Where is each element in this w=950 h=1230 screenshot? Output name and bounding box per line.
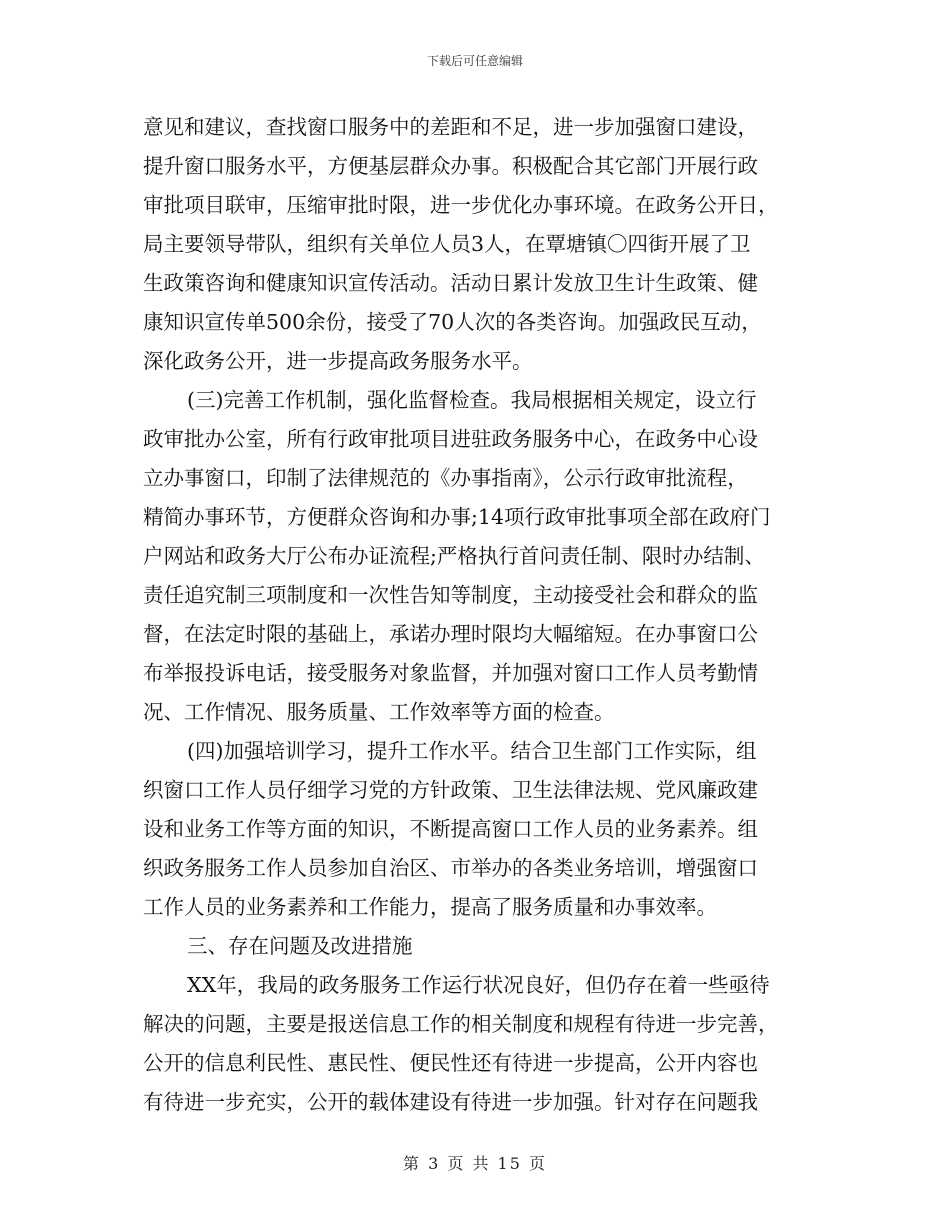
text-line: 况、工作情况、服务质量、工作效率等方面的检查。 <box>143 700 615 724</box>
text-line: 意见和建议，查找窗口服务中的差距和不足，进一步加强窗口建设， <box>143 115 758 139</box>
paragraph-start-line: XX年，我局的政务服务工作运行状况良好，但仍存在着一些亟待 <box>187 973 770 997</box>
text-line: 布举报投诉电话，接受服务对象监督，并加强对窗口工作人员考勤情 <box>143 661 758 685</box>
text-line: 工作人员的业务素养和工作能力，提高了服务质量和办事效率。 <box>143 895 717 919</box>
text-line: 局主要领导带队，组织有关单位人员3人，在覃塘镇〇四街开展了卫 <box>143 232 751 256</box>
text-line: 精简办事环节，方便群众咨询和办事;14项行政审批事项全部在政府门 <box>143 505 771 529</box>
text-line: 提升窗口服务水平，方便基层群众办事。积极配合其它部门开展行政 <box>143 154 758 178</box>
page-header: 下载后可任意编辑 <box>426 54 523 68</box>
document-body <box>143 108 807 1122</box>
text-line: 康知识宣传单500余份，接受了70人次的各类咨询。加强政民互动， <box>143 310 762 334</box>
text-line: 织政务服务工作人员参加自治区、市举办的各类业务培训，增强窗口 <box>143 856 758 880</box>
text-line: 政审批办公室，所有行政审批项目进驻政务服务中心，在政务中心设 <box>143 427 758 451</box>
text-line: 户网站和政务大厅公布办证流程;严格执行首问责任制、限时办结制、 <box>143 544 765 568</box>
page-number-footer: 第 3 页 共 15 页 <box>403 1154 547 1173</box>
text-line: 设和业务工作等方面的知识，不断提高窗口工作人员的业务素养。组 <box>143 817 758 841</box>
text-line: 责任追究制三项制度和一次性告知等制度，主动接受社会和群众的监 <box>143 583 758 607</box>
text-line: 织窗口工作人员仔细学习党的方针政策、卫生法律法规、党风廉政建 <box>143 778 758 802</box>
text-line: 立办事窗口，印制了法律规范的《办事指南》，公示行政审批流程， <box>143 466 748 490</box>
section-heading: 三、存在问题及改进措施 <box>187 934 413 958</box>
text-line: 公开的信息利民性、惠民性、便民性还有待进一步提高，公开内容也 <box>143 1051 758 1075</box>
paragraph-start-line: (三)完善工作机制，强化监督检查。我局根据相关规定，设立行 <box>187 388 757 412</box>
text-line: 审批项目联审，压缩审批时限，进一步优化办事环境。在政务公开日， <box>143 193 779 217</box>
text-line: 督，在法定时限的基础上，承诺办理时限均大幅缩短。在办事窗口公 <box>143 622 758 646</box>
text-line: 生政策咨询和健康知识宣传活动。活动日累计发放卫生计生政策、健 <box>143 271 758 295</box>
text-line: 有待进一步充实，公开的载体建设有待进一步加强。针对存在问题我 <box>143 1090 758 1114</box>
text-line: 解决的问题，主要是报送信息工作的相关制度和规程有待进一步完善， <box>143 1012 779 1036</box>
paragraph-start-line: (四)加强培训学习，提升工作水平。结合卫生部门工作实际，组 <box>187 739 757 763</box>
text-line: 深化政务公开，进一步提高政务服务水平。 <box>143 349 533 373</box>
